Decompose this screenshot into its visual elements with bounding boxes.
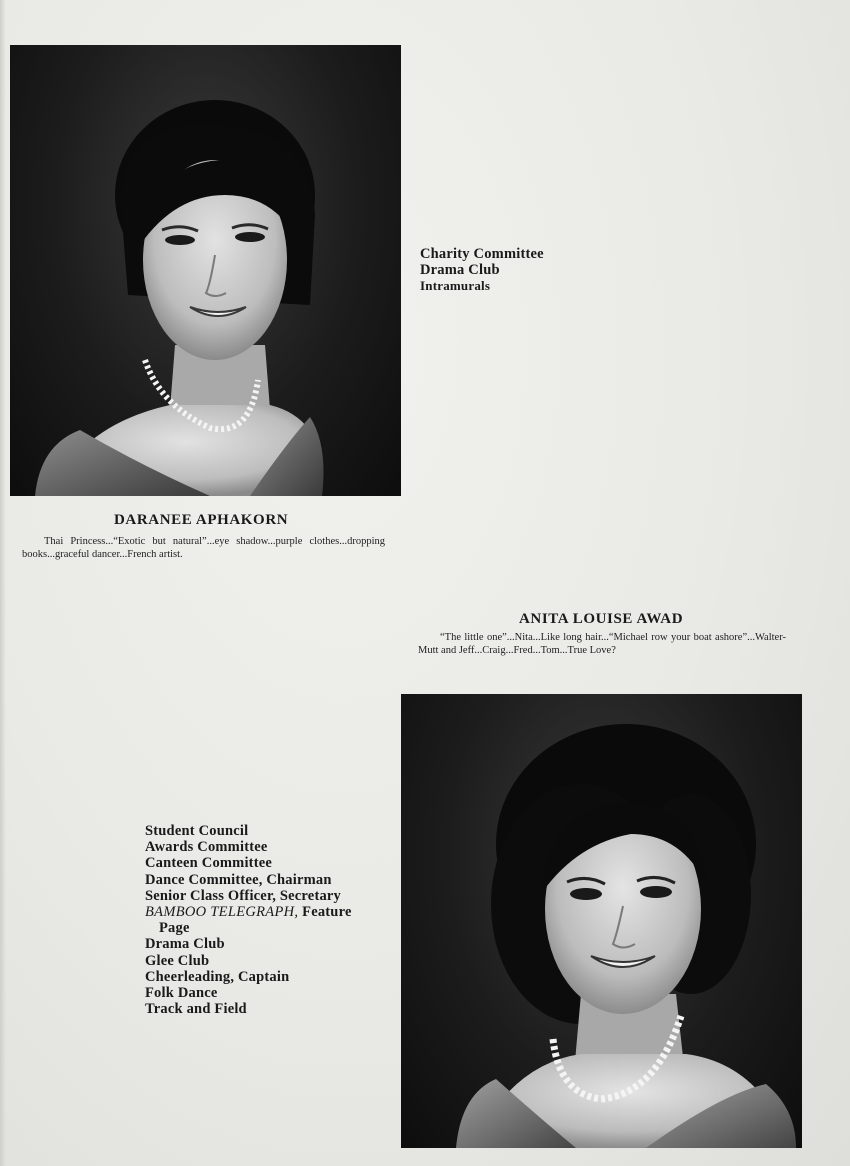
student-bio-anita: “The little one”...Nita...Like long hair...“Michael row your boat ashore”...Walter-Mutt and Jeff...Craig...Fred...Tom...True Love?	[418, 632, 786, 656]
activities-list-daranee	[420, 246, 544, 295]
student-bio-daranee: Thai Princess...“Exotic but natural”...eye shadow...purple clothes...dropping books...graceful dancer...French artist.	[22, 536, 385, 560]
activity-item: Awards Committee	[145, 839, 268, 856]
activity-item: Drama Club	[145, 936, 225, 953]
activity-item: Student Council	[145, 823, 249, 839]
newspaper-title: BAMBOO TELEGRAPH,	[145, 904, 299, 921]
student-name-daranee: DARANEE APHAKORN	[114, 512, 289, 528]
activity-item: Track and Field	[145, 1001, 247, 1018]
activities-list-anita	[145, 823, 352, 1017]
portrait-photo-anita-louise-awad	[401, 694, 802, 1148]
activity-item: Intramurals	[420, 278, 491, 294]
portrait-photo-daranee-aphakorn	[10, 45, 401, 496]
activity-item: Canteen Committee	[145, 855, 273, 872]
activity-item-continuation: Page	[159, 920, 190, 937]
activity-item: Dance Committee, Chairman	[145, 871, 332, 888]
activity-item: Charity Committee	[420, 246, 544, 262]
page-edge-shadow	[0, 0, 6, 1166]
activity-item: Folk Dance	[145, 985, 218, 1002]
activity-item: Senior Class Officer, Secretary	[145, 887, 342, 904]
activity-item: Glee Club	[145, 952, 210, 969]
activity-item: Drama Club	[420, 262, 500, 279]
student-name-anita: ANITA LOUISE AWAD	[519, 611, 684, 627]
activity-item-newspaper	[145, 904, 352, 920]
activity-item: Cheerleading, Captain	[145, 968, 290, 985]
newspaper-role: Feature	[298, 904, 352, 921]
